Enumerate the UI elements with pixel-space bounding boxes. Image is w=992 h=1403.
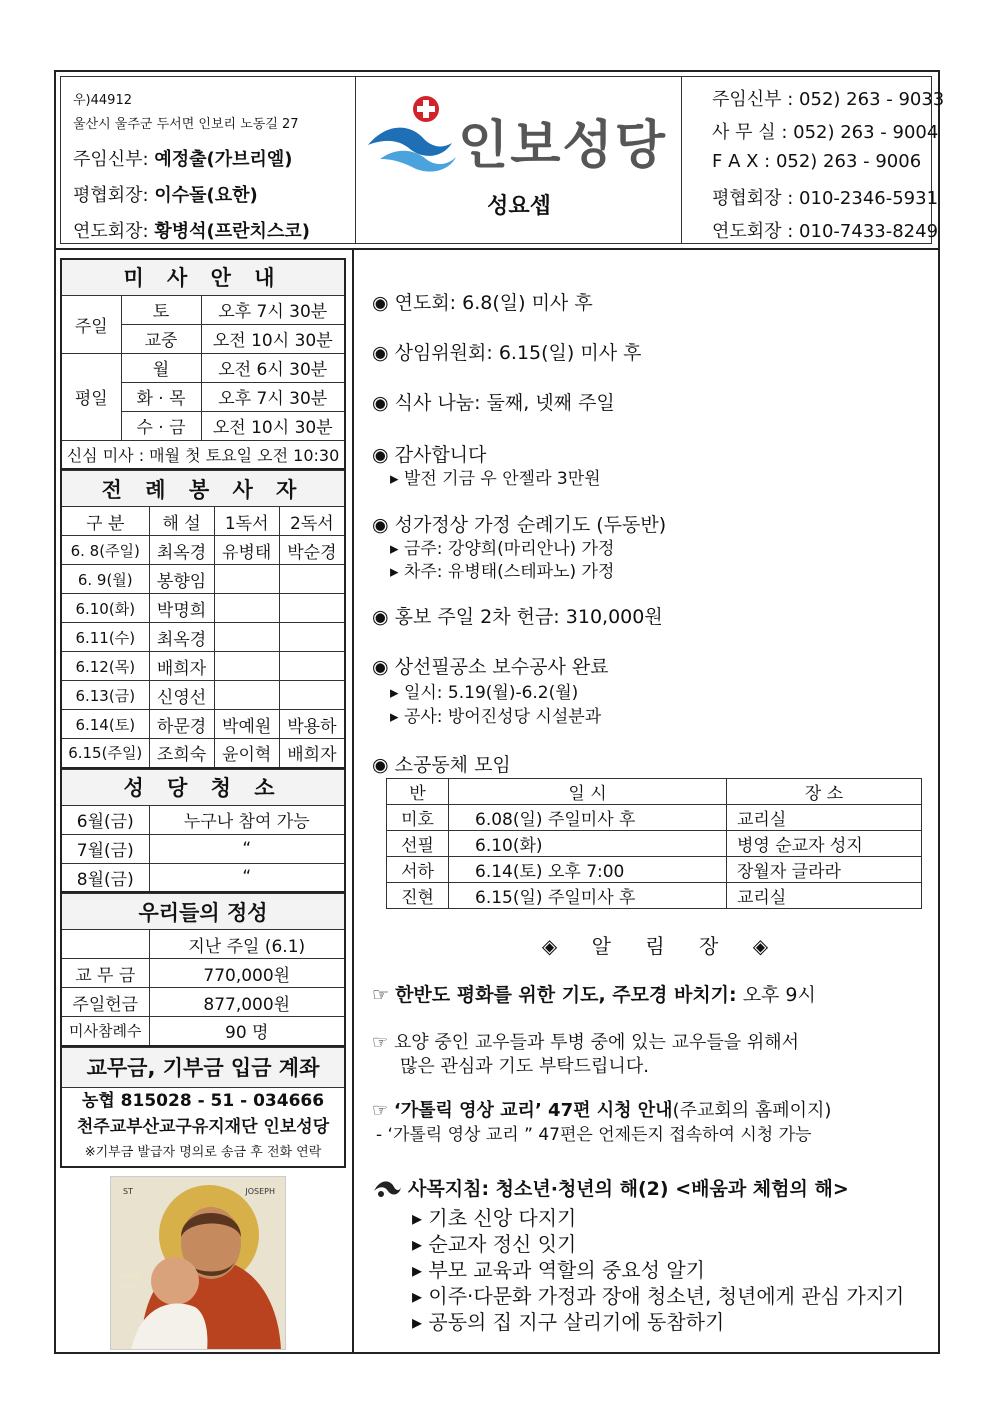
notice-item: ◉ 연도회: 6.8(일) 미사 후 <box>372 292 593 314</box>
offering-title: 우리들의 정성 <box>61 894 345 930</box>
group-header: 장 소 <box>727 779 922 805</box>
table-cell: 8월(금) <box>61 863 149 892</box>
notice-label: 연도회: <box>394 292 457 314</box>
table-row <box>61 1017 345 1046</box>
group-header: 일 시 <box>449 779 727 805</box>
date-cell: 6.15(주일) <box>61 739 149 768</box>
pastoral-item: ▸ 부모 교육과 역할의 중요성 알기 <box>412 1258 705 1282</box>
table-cell: 하문경 <box>149 710 214 739</box>
table-cell: 교리실 <box>727 805 922 831</box>
sick-line2: 많은 관심과 기도 부탁드립니다. <box>400 1056 649 1077</box>
table-row <box>61 623 345 652</box>
notice-label: 상선필공소 보수공사 완료 <box>394 656 609 678</box>
bank-info <box>61 1087 345 1167</box>
notice-item: ◉ 식사 나눔: 둘째, 넷째 주일 <box>372 392 615 414</box>
table-cell: 최옥경 <box>149 536 214 565</box>
notice-label: 감사합니다 <box>394 444 487 466</box>
sidebar <box>60 258 346 1290</box>
table-row <box>61 652 345 681</box>
date-cell: 6.12(목) <box>61 652 149 681</box>
table-cell <box>214 565 279 594</box>
group-header: 반 <box>387 779 449 805</box>
table-cell: 유병태 <box>214 536 279 565</box>
notice-sub-text: 공사: 방어진성당 시설분과 <box>403 707 602 727</box>
bank-holder: 천주교부산교구유지재단 인보성당 <box>76 1116 330 1137</box>
table-cell: 봉향임 <box>149 565 214 594</box>
notice-item: ◉ 상선필공소 보수공사 완료 <box>372 656 609 678</box>
pastoral-item: ▸ 기초 신앙 다지기 <box>412 1206 577 1230</box>
notice-sub: ▸ 일시: 5.19(월)-6.2(월) <box>390 683 579 703</box>
mass-day: 토 <box>121 295 201 324</box>
table-cell: 6.15(일) 주일미사 후 <box>449 883 727 909</box>
table-cell: 배희자 <box>149 652 214 681</box>
contact-line: F A X : 052) 263 - 9006 <box>712 151 922 172</box>
table-cell <box>279 681 345 710</box>
table-row <box>387 857 922 883</box>
video-label: ‘가톨릭 영상 교리’ 47편 시청 안내 <box>393 1100 673 1121</box>
mass-time: 오후 7시 30분 <box>201 295 345 324</box>
table-row <box>61 805 345 834</box>
contact-line: 연도회장 : 010-7433-8249 <box>712 221 939 242</box>
table-row <box>61 536 345 565</box>
mass-time: 오전 10시 30분 <box>201 411 345 440</box>
peace-label: 한반도 평화를 위한 기도, 주모경 바치기: <box>395 984 737 1006</box>
notice-sub: ▸ 차주: 유병태(스테파노) 가정 <box>390 562 615 582</box>
table-cell: 박명희 <box>149 594 214 623</box>
table-row <box>387 805 922 831</box>
address: 울산시 울주군 두서면 인보리 노동길 27 <box>73 117 299 132</box>
table-cell: 서하 <box>387 857 449 883</box>
table-cell: 배희자 <box>279 739 345 768</box>
mass-time: 오후 7시 30분 <box>201 382 345 411</box>
pastoral-item-text: 공동의 집 지구 살리기에 동참하기 <box>428 1310 725 1334</box>
council-label: 평협회장: <box>73 185 149 206</box>
cleaning-title: 성 당 청 소 <box>61 769 345 805</box>
servers-header: 2독서 <box>279 507 345 536</box>
date-cell: 6.13(금) <box>61 681 149 710</box>
peace-prayer: ☞ 한반도 평화를 위한 기도, 주모경 바치기: 오후 9시 <box>372 984 816 1006</box>
notice-sub: ▸ 금주: 강양희(마리안나) 가정 <box>390 539 615 559</box>
table-cell <box>279 565 345 594</box>
table-cell: 주일헌금 <box>61 988 149 1017</box>
table-cell <box>279 594 345 623</box>
mass-day: 교중 <box>121 324 201 353</box>
pastoral-item-text: 부모 교육과 역할의 중요성 알기 <box>428 1258 705 1282</box>
table-cell: 장월자 글라라 <box>727 857 922 883</box>
contact-line: 사 무 실 : 052) 263 - 9004 <box>712 122 939 143</box>
pastoral-item-text: 이주·다문화 가정과 장애 청소년, 청년에게 관심 가지기 <box>428 1284 905 1308</box>
servers-title: 전 례 봉 사 자 <box>61 471 345 507</box>
notice-text: 6.15(일) 미사 후 <box>498 342 642 364</box>
notice-label: 홍보 주일 2차 헌금: <box>394 606 560 628</box>
notice-text: 310,000원 <box>565 606 663 628</box>
flourish-icon <box>372 1177 402 1199</box>
table-row <box>61 739 345 768</box>
sick-notice: ☞ 요양 중인 교우들과 투병 중에 있는 교우들을 위해서 <box>372 1032 800 1053</box>
servers-header: 해 설 <box>149 507 214 536</box>
table-cell: 병영 순교자 성지 <box>727 831 922 857</box>
table-row <box>61 834 345 863</box>
notice-item: ◉ 홍보 주일 2차 헌금: 310,000원 <box>372 606 663 628</box>
header <box>56 72 945 250</box>
notice-sub-text: 발전 기금 우 안젤라 3만원 <box>403 469 601 489</box>
contact-line: 평협회장 : 010-2346-5931 <box>712 188 939 209</box>
icon-caption-joseph: JOSEPH <box>245 1187 275 1196</box>
prayer-head-name: 황병석(프란치스코) <box>154 221 310 242</box>
table-cell: 박용하 <box>279 710 345 739</box>
table-cell: “ <box>149 834 345 863</box>
pastor-line <box>73 145 293 171</box>
mass-group: 주일 <box>61 295 121 353</box>
church-logo-icon <box>366 93 458 173</box>
date-cell: 6. 8(주일) <box>61 536 149 565</box>
bank-title: 교무금, 기부금 입금 계좌 <box>61 1047 345 1087</box>
header-contacts <box>682 76 945 244</box>
prayer-head-label: 연도회장: <box>73 221 149 242</box>
table-cell: 6.08(일) 주일미사 후 <box>449 805 727 831</box>
date-cell: 6.10(화) <box>61 594 149 623</box>
mass-schedule-table <box>60 258 346 470</box>
servers-header: 1독서 <box>214 507 279 536</box>
notice-label: 성가정상 가정 순례기도 (두동반) <box>394 514 667 536</box>
notice-item: ◉ 감사합니다 <box>372 444 487 466</box>
bank-table <box>60 1047 346 1169</box>
date-cell: 6.11(수) <box>61 623 149 652</box>
notice-sub: ▸ 발전 기금 우 안젤라 3만원 <box>390 469 601 489</box>
video-note: - ‘가톨릭 영상 교리 ” 47편은 언제든지 접속하여 시청 가능 <box>376 1125 812 1145</box>
pastor-name: 예정출(가브리엘) <box>154 149 293 170</box>
pastoral-title: 사목지침: 청소년·청년의 해(2) <배움과 체험의 해> <box>408 1178 849 1200</box>
table-cell <box>214 594 279 623</box>
pastor-label: 주임신부: <box>73 149 149 170</box>
mass-note: 신심 미사 : 매월 첫 토요일 오전 10:30 <box>61 440 345 469</box>
icon-caption-anima: ANIMA MEA <box>119 1273 142 1290</box>
mass-title: 미 사 안 내 <box>61 259 345 295</box>
table-cell: 박예원 <box>214 710 279 739</box>
table-row <box>61 681 345 710</box>
council-line <box>73 181 258 207</box>
table-cell: 신영선 <box>149 681 214 710</box>
notice-label: 소공동체 모임 <box>394 754 511 776</box>
table-row <box>61 594 345 623</box>
notice-sub-text: 금주: 강양희(마리안나) 가정 <box>403 539 615 559</box>
notice-text: 둘째, 넷째 주일 <box>486 392 615 414</box>
contact-line: 주임신부 : 052) 263 - 9033 <box>712 89 945 110</box>
small-community-table <box>386 778 922 909</box>
notice-label: 상임위원회: <box>394 342 493 364</box>
table-cell: 90 명 <box>149 1017 345 1046</box>
table-row <box>387 883 922 909</box>
table-cell: 교리실 <box>727 883 922 909</box>
table-row <box>61 565 345 594</box>
church-name: 인보성당 <box>458 116 667 176</box>
council-name: 이수돌(요한) <box>154 185 258 206</box>
servers-table <box>60 470 346 769</box>
icon-caption-st: ST <box>123 1187 133 1196</box>
table-row <box>61 988 345 1017</box>
st-joseph-icon <box>110 1176 286 1350</box>
notice-item: ◉ 상임위원회: 6.15(일) 미사 후 <box>372 342 642 364</box>
postcode: 우)44912 <box>73 93 132 108</box>
table-cell <box>214 681 279 710</box>
table-cell: 7월(금) <box>61 834 149 863</box>
notice-item: ◉ 성가정상 가정 순례기도 (두동반) <box>372 514 667 536</box>
mass-day: 수 · 금 <box>121 411 201 440</box>
table-cell: 박순경 <box>279 536 345 565</box>
bulletin-title: ◈ 알 림 장 ◈ <box>541 934 783 958</box>
table-cell: 조희숙 <box>149 739 214 768</box>
peace-time: 오후 9시 <box>742 984 816 1006</box>
pastoral-item: ▸ 이주·다문화 가정과 장애 청소년, 청년에게 관심 가지기 <box>412 1284 905 1308</box>
servers-header: 구 분 <box>61 507 149 536</box>
date-cell: 6. 9(월) <box>61 565 149 594</box>
notice-sub-text: 차주: 유병태(스테파노) 가정 <box>403 562 615 582</box>
table-cell: 770,000원 <box>149 959 345 988</box>
pastoral-item: ▸ 공동의 집 지구 살리기에 동참하기 <box>412 1310 725 1334</box>
patron-title: 성요셉 <box>487 194 551 219</box>
mass-day: 월 <box>121 353 201 382</box>
offering-period: 지난 주일 (6.1) <box>149 930 345 959</box>
header-info <box>60 76 356 244</box>
table-row <box>61 710 345 739</box>
pastoral-item: ▸ 순교자 정신 잇기 <box>412 1232 577 1256</box>
table-cell: 최옥경 <box>149 623 214 652</box>
table-row <box>61 959 345 988</box>
table-row <box>61 863 345 892</box>
bulletin-frame <box>54 70 945 1354</box>
table-cell: 교 무 금 <box>61 959 149 988</box>
table-cell: 누구나 참여 가능 <box>149 805 345 834</box>
notice-label: 식사 나눔: <box>394 392 481 414</box>
date-cell: 6.14(토) <box>61 710 149 739</box>
mass-time: 오전 10시 30분 <box>201 324 345 353</box>
table-cell: 6.14(토) 오후 7:00 <box>449 857 727 883</box>
pastoral-item-text: 순교자 정신 잇기 <box>428 1232 577 1256</box>
table-cell <box>279 652 345 681</box>
notice-item: ◉ 소공동체 모임 <box>372 754 511 776</box>
pastoral-item-text: 기초 신앙 다지기 <box>428 1206 577 1230</box>
table-cell <box>279 623 345 652</box>
table-cell: 선필 <box>387 831 449 857</box>
offering-table <box>60 893 346 1047</box>
table-cell: 877,000원 <box>149 988 345 1017</box>
sick-line1: 요양 중인 교우들과 투병 중에 있는 교우들을 위해서 <box>393 1032 800 1053</box>
prayer-head-line <box>73 217 310 243</box>
table-cell <box>214 652 279 681</box>
table-cell: 윤이혁 <box>214 739 279 768</box>
notice-sub: ▸ 공사: 방어진성당 시설분과 <box>390 707 602 727</box>
bank-account: 농협 815028 - 51 - 034666 <box>81 1090 325 1111</box>
table-cell: 미호 <box>387 805 449 831</box>
table-cell: 진현 <box>387 883 449 909</box>
mass-day: 화 · 목 <box>121 382 201 411</box>
column-divider <box>352 250 354 1352</box>
bank-note: ※기부금 발급자 명의로 송금 후 전화 연락 <box>84 1144 322 1160</box>
notice-sub-text: 일시: 5.19(월)-6.2(월) <box>403 683 579 703</box>
table-cell: 6.10(화) <box>449 831 727 857</box>
table-cell: 6월(금) <box>61 805 149 834</box>
table-cell <box>214 623 279 652</box>
table-cell: “ <box>149 863 345 892</box>
cleaning-table <box>60 769 346 894</box>
pastoral-heading <box>372 1174 849 1201</box>
table-cell: 미사참례수 <box>61 1017 149 1046</box>
header-title <box>356 76 682 244</box>
video-notice: ☞ ‘가톨릭 영상 교리’ 47편 시청 안내(주교회의 홈페이지) <box>372 1100 832 1121</box>
mass-time: 오전 6시 30분 <box>201 353 345 382</box>
notice-text: 6.8(일) 미사 후 <box>462 292 593 314</box>
mass-group: 평일 <box>61 353 121 440</box>
video-site: (주교회의 홈페이지) <box>672 1100 832 1121</box>
table-cell <box>61 930 149 959</box>
table-row <box>387 831 922 857</box>
